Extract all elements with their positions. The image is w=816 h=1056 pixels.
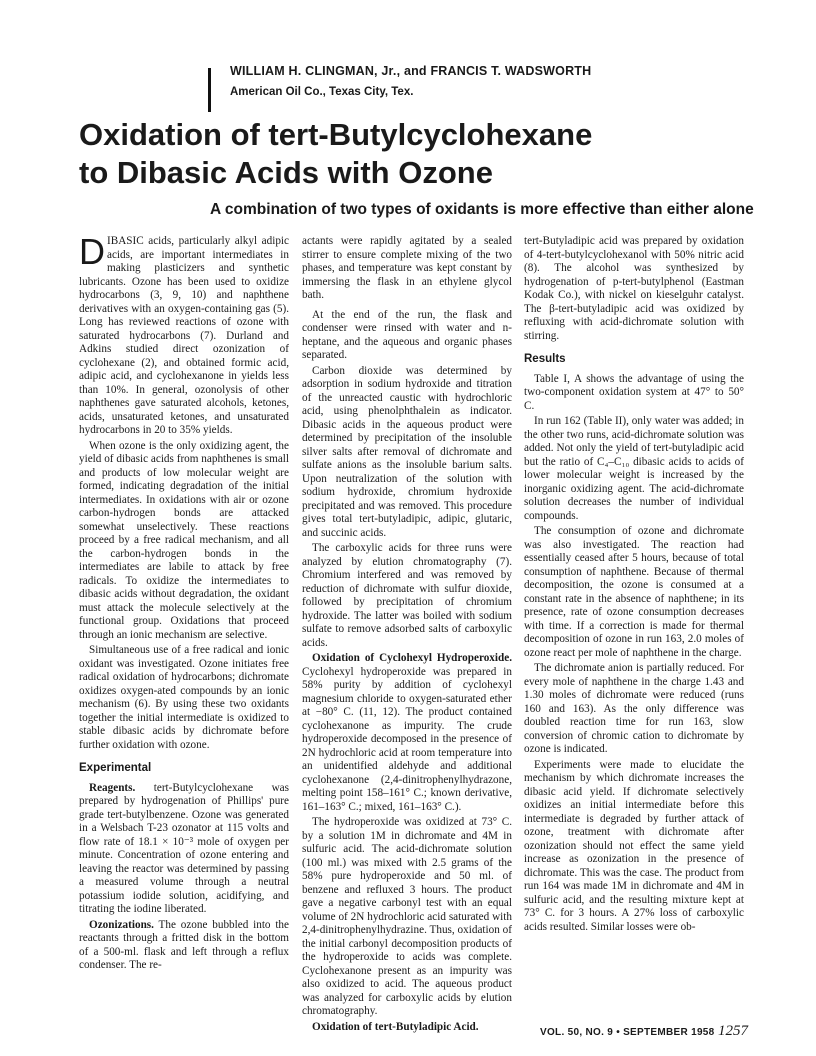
col2-paragraph-5 bbox=[302, 652, 512, 814]
title-line-2: to Dibasic Acids with Ozone bbox=[79, 155, 493, 190]
col3-paragraph-1: tert-Butyladipic acid was prepared by oxidation of 4-tert-butylcyclohexanol with 50% nitric acid (8). The alcohol was synthesized by hydrogenation of p-tert-butylphenol (Eastman Kodak Co.), with nickel on kieselguhr catalyst. The β-tert-butyladipic acid was oxidized by refluxing with acid-dichromate solution with stirring. bbox=[524, 235, 744, 342]
col2-paragraph-6: The hydroperoxide was oxidized at 73° C. by a solution 1M in dichromate and 4M in sulfuric acid. The acid-dichromate solution (100 ml.) was mixed with 2.5 grams of the 58% pure hydroperoxide and 50 ml. of benzene and refluxed 3 hours. The product gave a negative carbonyl test with an equal volume of 2N hydrochloric acid saturated with 2,4-dinitrophenylhydrazine. Thus, oxidation of the initial carbonyl decomposition products of the hydroperoxide to acids was complete. Cyclohexanone present as an impurity was also oxidized to acid. The aqueous product was analyzed for carboxylic acids by elution chromatography. bbox=[302, 816, 512, 1017]
results-paragraph-2: In run 162 (Table II), only water was added; in the other two runs, acid-dichromate solution was added. Not only the yield of tert-butyladipic acid but the ratio of C₄–C₁₀ dibasic acids to acids of lower molecular weight is increased by the inorganic oxidizing agent. The acid-dichromate solution decreases the number of individual compounds. bbox=[524, 415, 744, 522]
article-title bbox=[79, 116, 759, 192]
intro-paragraph-2: When ozone is the only oxidizing agent, the yield of dibasic acids from naphthenes is small and products of low molecular weight are formed, indicating degradation of the initial intermediates. In oxidations with air or ozone carbon-hydrogen bonds are attacked somewhat unselectively. These reactions proceed by a free radical mechanism, and all the carbon-hydrogen bonds in the intermediates are labile to attack by free radicals. To oxidize the intermediates to dibasic acids without degradation, the oxidant must attack the molecule selectively at the functional group. Oxidations that proceed through an ionic mechanism are selective. bbox=[79, 439, 289, 641]
reagents-paragraph bbox=[79, 782, 289, 917]
ozonizations-paragraph bbox=[79, 919, 289, 973]
results-paragraph-3: The consumption of ozone and dichromate was also investigated. The reaction had essentially ceased after 5 hours, because of total consumption of naphthene. Because of thermal decomposition, the ozone is consumed at a constant rate in the absence of naphthene; in its presence, rate of ozone consumption decreases with time. If a correction is made for thermal decomposition of ozone in run 163, 2.0 moles of ozone react per mole of naphthene in the charge. bbox=[524, 525, 744, 659]
reagents-text: tert-Butylcyclohexane was prepared by hydrogenation of Phillips' pure grade tert-butylbenzene. Ozone was generated in a Welsbach T-23 ozonator at 115 volts and flow rate of 18.1 × 10⁻³ mole of oxygen per minute. Concentration of ozone entering and leaving the reactor was determined by passing a measured volume through a neutral potassium iodide solution, acidifying, and titrating the iodine liberated. bbox=[79, 781, 289, 915]
col2-paragraph-3: Carbon dioxide was determined by adsorption in sodium hydroxide and titration of the unreacted caustic with hydrochloric acid, using phenolphthalein as indicator. Dibasic acids in the aqueous product were determined by precipitation of the insoluble silver salts after removal of dichromate and sulfate anions as the insoluble barium salts. Upon neutralization of the solution with sodium hydroxide, chromium hydroxide precipitated and was removed. This procedure gives total tert-butyladipic, adipic, glutaric, and succinic acids. bbox=[302, 364, 512, 539]
page-number: 1257 bbox=[718, 1023, 748, 1039]
ozonizations-heading: Ozonizations. bbox=[89, 918, 154, 931]
results-paragraph-5: Experiments were made to elucidate the mechanism by which dichromate increases the dibasic acid yield. If dichromate selectively oxidizes an initial intermediate before this intermediate is degraded by further attack of ozone, treatment with dichromate after ozonization should not effect the same yield increase as ozonization in the presence of dichromate. This was the case. The product from run 164 was made 1M in dichromate and 4M in sulfuric acid, and the resulting mixture kept at 73° C. for 3 hours. A 27% loss of carboxylic acids resulted. Similar losses were ob- bbox=[524, 758, 744, 933]
butyladipic-heading: Oxidation of tert-Butyladipic Acid. bbox=[312, 1020, 479, 1033]
title-line-1: Oxidation of tert-Butylcyclohexane bbox=[79, 117, 593, 152]
results-paragraph-1: Table I, A shows the advantage of using the two-component oxidation system at 47° to 50° C. bbox=[524, 372, 744, 412]
section-heading-results: Results bbox=[524, 353, 566, 365]
author-names: WILLIAM H. CLINGMAN, Jr., and FRANCIS T. WADSWORTH bbox=[230, 64, 592, 78]
article-subtitle: A combination of two types of oxidants is more effective than either alone bbox=[210, 201, 754, 218]
journal-footer: VOL. 50, NO. 9 • SEPTEMBER 1958 bbox=[540, 1027, 715, 1038]
column-3 bbox=[524, 235, 744, 936]
hydroperoxide-text: Cyclohexyl hydroperoxide was prepared in 58% purity by addition of cyclohexyl magnesium chloride to oxygen-saturated ether at −80° C. (11, 12). The product contained cyclohexanone as impurity. The crude hydroperoxide decomposed in the presence of 2N hydrochloric acid at room temperature into an unidentified aldehyde and additional cyclohexanone (2,4-dinitrophenylhydrazone, melting point 158–161° C.; known derivative, 161–163° C.; mixed, 161–163° C.). bbox=[302, 665, 512, 813]
column-2 bbox=[302, 235, 512, 1036]
intro-lead-word: IBASIC bbox=[107, 235, 144, 247]
ozonizations-text: The ozone bubbled into the reactants through a fritted disk in the bottom of a 500-ml. flask and left through a reflux condenser. The re- bbox=[79, 918, 289, 971]
hydroperoxide-heading: Oxidation of Cyclohexyl Hydroperoxide. bbox=[312, 652, 512, 664]
author-divider bbox=[208, 68, 211, 112]
reagents-heading: Reagents. bbox=[89, 781, 136, 794]
col2-paragraph-7 bbox=[302, 1021, 512, 1035]
section-heading-experimental: Experimental bbox=[79, 762, 152, 774]
col2-paragraph-4: The carboxylic acids for three runs were analyzed by elution chromatography (7). Chromium interfered and was removed by reduction of dichromate with sulfur dioxide, followed by precipitation of chromium hydroxide. The latter was boiled with sodium sulfate to remove adsorbed salts of carboxylic acids. bbox=[302, 542, 512, 649]
intro-paragraph-1 bbox=[79, 231, 289, 438]
col2-paragraph-2: At the end of the run, the flask and condenser were rinsed with water and n-heptane, and the aqueous and organic phases separated. bbox=[302, 308, 512, 361]
column-1 bbox=[79, 231, 289, 975]
intro-paragraph-3: Simultaneous use of a free radical and ionic oxidant was investigated. Ozone initiates free radical oxidation of hydrocarbons; dichromate oxidizes oxygen-ated compounds by an ionic mechanism (6). By using these two oxidants together the initial intermediate is oxidized to stable dibasic acids by dichromate before further oxidation with ozone. bbox=[79, 644, 289, 751]
author-affiliation: American Oil Co., Texas City, Tex. bbox=[230, 86, 414, 98]
drop-cap: D bbox=[79, 231, 105, 272]
intro-text-1: acids, particularly alkyl adipic acids, are important intermediates in making plasticizers and synthetic lubricants. Ozone has been used to oxidize hydrocarbons (3, 9, 10) and naphthene derivatives with an oxygen-containing gas (5). Long has reviewed reactions of ozone with saturated hydrocarbons (7). Durland and Adkins studied direct ozonization of cyclohexane (2), and obtained formic acid, adipic acid, and cyclohexanone in yields less than 10%. In general, ozonolysis of other naphthenes gave saturated alcohols, ketones, acids, unsaturated ketones, and unsaturated hydrocarbons in 20 to 35% yields. bbox=[79, 235, 289, 436]
results-paragraph-4: The dichromate anion is partially reduced. For every mole of naphthene in the charge 1.43 and 1.30 moles of dichromate were reduced (runs 160 and 163). As the only difference was doubled reaction time for run 163, slow conversion of chromic cation to dichromate by ozone is indicated. bbox=[524, 662, 744, 755]
col2-paragraph-1: actants were rapidly agitated by a sealed stirrer to ensure complete mixing of the two phases, and temperature was kept constant by immersing the flask in an ethylene glycol bath. bbox=[302, 235, 512, 301]
